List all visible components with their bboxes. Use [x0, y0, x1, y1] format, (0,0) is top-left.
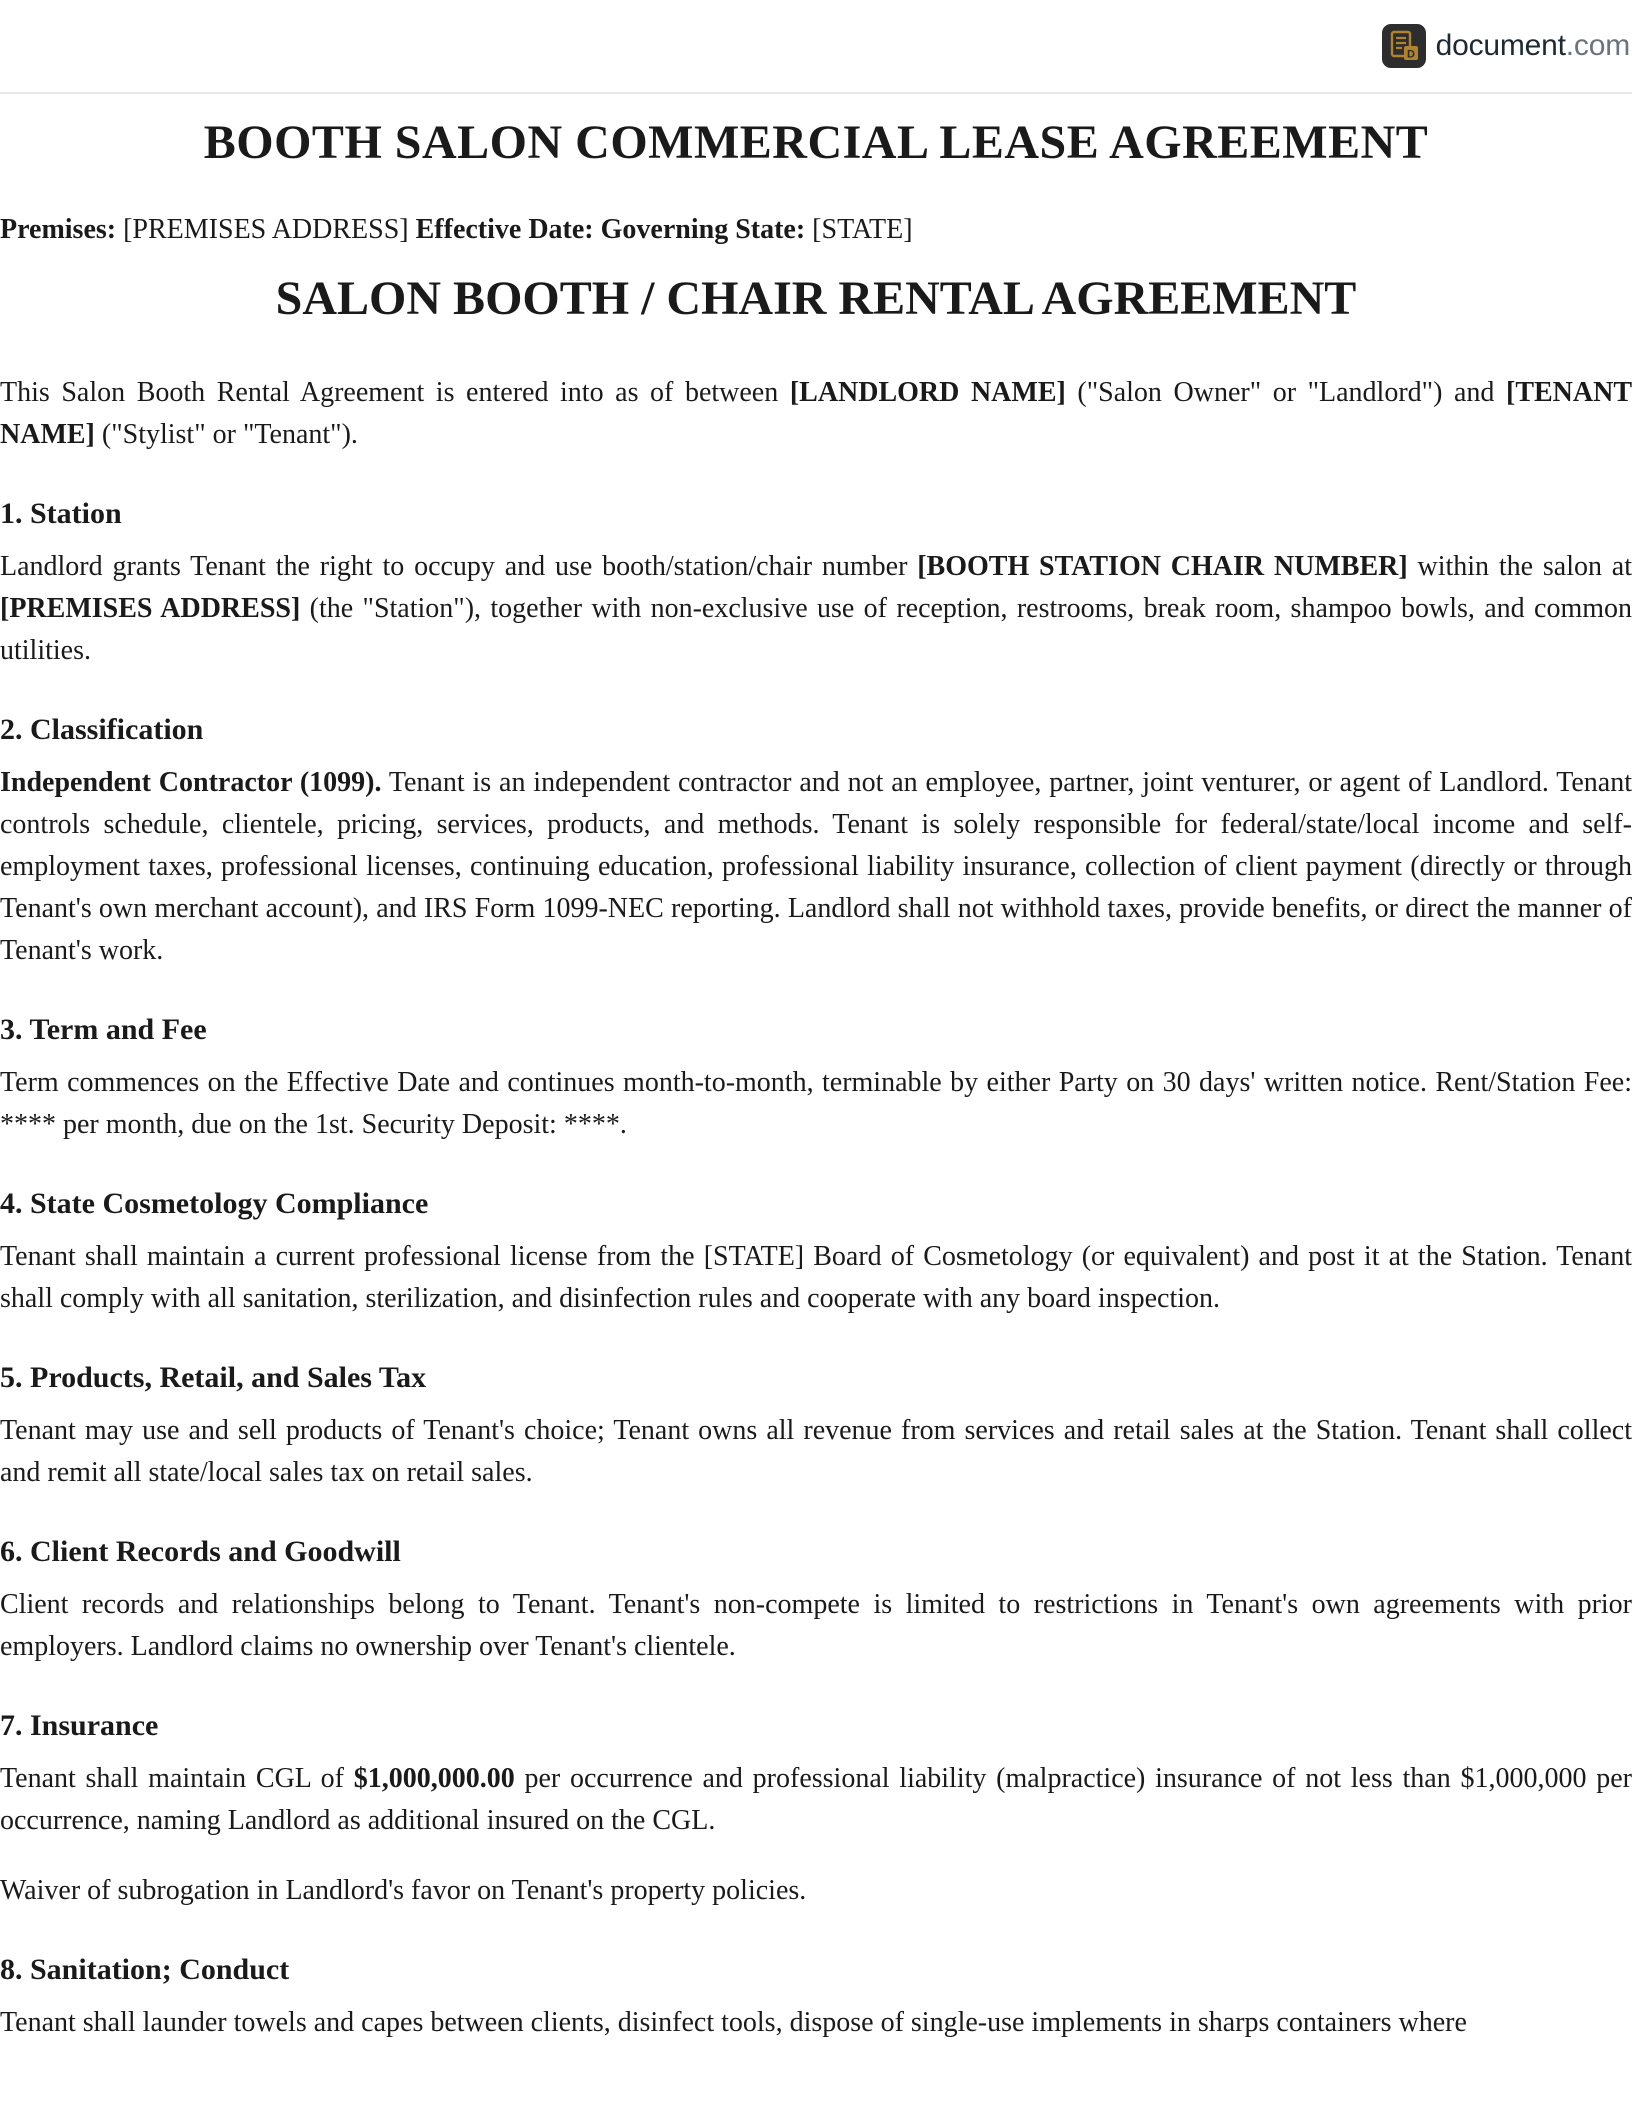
effective-date-label: Effective Date:: [415, 213, 594, 245]
landlord-name-placeholder: [LANDLORD NAME]: [789, 376, 1066, 408]
section-heading-client-records: 6. Client Records and Goodwill: [0, 1534, 401, 1568]
section-text: Tenant shall maintain CGL of: [0, 1762, 354, 1794]
section-text: Tenant is an independent contractor and not an employee, partner, joint venturer, or agent of Landlord. Tenant controls schedule, clientele, pricing, services, products, and methods. Tenant is solely responsible for federal/state/local income and self-employment taxes, professional licenses, continuing education, professional liability insurance, collection of client payment (directly or through Tenant's own merchant account), and IRS Form 1099-NEC reporting. Landlord shall not withhold taxes, provide benefits, or direct the manner of Tenant's work.: [0, 766, 1632, 966]
section-heading-sanitation: 8. Sanitation; Conduct: [0, 1952, 290, 1986]
section-text: Landlord grants Tenant the right to occupy and use booth/station/chair number: [0, 550, 918, 582]
brand-wordmark: [1436, 29, 1630, 63]
governing-state-value: [STATE]: [805, 213, 913, 245]
contractor-label: Independent Contractor (1099).: [0, 766, 382, 798]
brand-name: document: [1435, 29, 1566, 62]
document-title: BOOTH SALON COMMERCIAL LEASE AGREEMENT: [203, 116, 1429, 169]
section-text: (the "Station"), together with non-exclusive use of reception, restrooms, break room, shampoo bowls, and common utilities.: [0, 592, 1632, 666]
section-heading-term-fee: 3. Term and Fee: [0, 1012, 207, 1046]
section-heading-insurance: 7. Insurance: [0, 1708, 159, 1742]
intro-text: ("Stylist" or "Tenant").: [94, 418, 358, 450]
premises-address-placeholder: [PREMISES ADDRESS]: [0, 592, 301, 624]
brand-logo[interactable]: [1382, 24, 1630, 68]
section-text: within the salon at: [1407, 550, 1632, 582]
tenant-name-placeholder: [TENANT NAME]: [0, 376, 1632, 450]
premises-value: [PREMISES ADDRESS]: [116, 213, 416, 245]
agreement-subtitle: SALON BOOTH / CHAIR RENTAL AGREEMENT: [275, 271, 1357, 325]
booth-number-placeholder: [BOOTH STATION CHAIR NUMBER]: [917, 550, 1408, 582]
section-heading-products: 5. Products, Retail, and Sales Tax: [0, 1360, 427, 1394]
document-meta: [0, 212, 1632, 248]
intro-text: ("Salon Owner" or "Landlord") and: [1065, 376, 1506, 408]
section-body-insurance-waiver: Waiver of subrogation in Landlord's favor on Tenant's property policies.: [0, 1874, 807, 1906]
section-text: per occurrence and professional liability (malpractice) insurance of not less than $1,000,000 per occurrence, naming Landlord as additional insured on the CGL.: [0, 1762, 1632, 1836]
svg-text:D: D: [1406, 48, 1415, 61]
section-body-insurance: [0, 1758, 1632, 1842]
document-logo-icon: [1382, 24, 1426, 68]
section-body-station: [0, 546, 1632, 672]
section-body-classification: [0, 762, 1632, 972]
section-body-term-fee: Term commences on the Effective Date and continues month-to-month, terminable by either Party on 30 days' written notice. Rent/Station Fee: **** per month, due on the 1st. Security Deposit: ****.: [0, 1066, 1632, 1140]
section-body-client-records: Client records and relationships belong to Tenant. Tenant's non-compete is limited to restrictions in Tenant's own agreements with prior employers. Landlord claims no ownership over Tenant's clientele.: [0, 1588, 1632, 1662]
section-body-sanitation: Tenant shall launder towels and capes between clients, disinfect tools, dispose of single-use implements in sharps containers where: [0, 2006, 1467, 2038]
premises-label: Premises:: [0, 213, 117, 245]
governing-state-label: Governing State:: [593, 213, 806, 245]
intro-paragraph: [0, 372, 1632, 456]
section-heading-station: 1. Station: [0, 496, 122, 530]
brand-suffix: .com: [1565, 29, 1630, 62]
section-heading-compliance: 4. State Cosmetology Compliance: [0, 1186, 429, 1220]
document-body: [0, 114, 1632, 2044]
section-body-products: Tenant may use and sell products of Tenant's choice; Tenant owns all revenue from services and retail sales at the Station. Tenant shall collect and remit all state/local sales tax on retail sales.: [0, 1414, 1632, 1488]
cgl-amount: $1,000,000.00: [353, 1762, 515, 1794]
section-body-compliance: Tenant shall maintain a current professional license from the [STATE] Board of Cosmetology (or equivalent) and post it at the Station. Tenant shall comply with all sanitation, sterilization, and disinfection rules and cooperate with any board inspection.: [0, 1240, 1632, 1314]
top-bar: [0, 0, 1632, 94]
section-heading-classification: 2. Classification: [0, 712, 204, 746]
intro-text: This Salon Booth Rental Agreement is entered into as of between: [0, 376, 790, 408]
